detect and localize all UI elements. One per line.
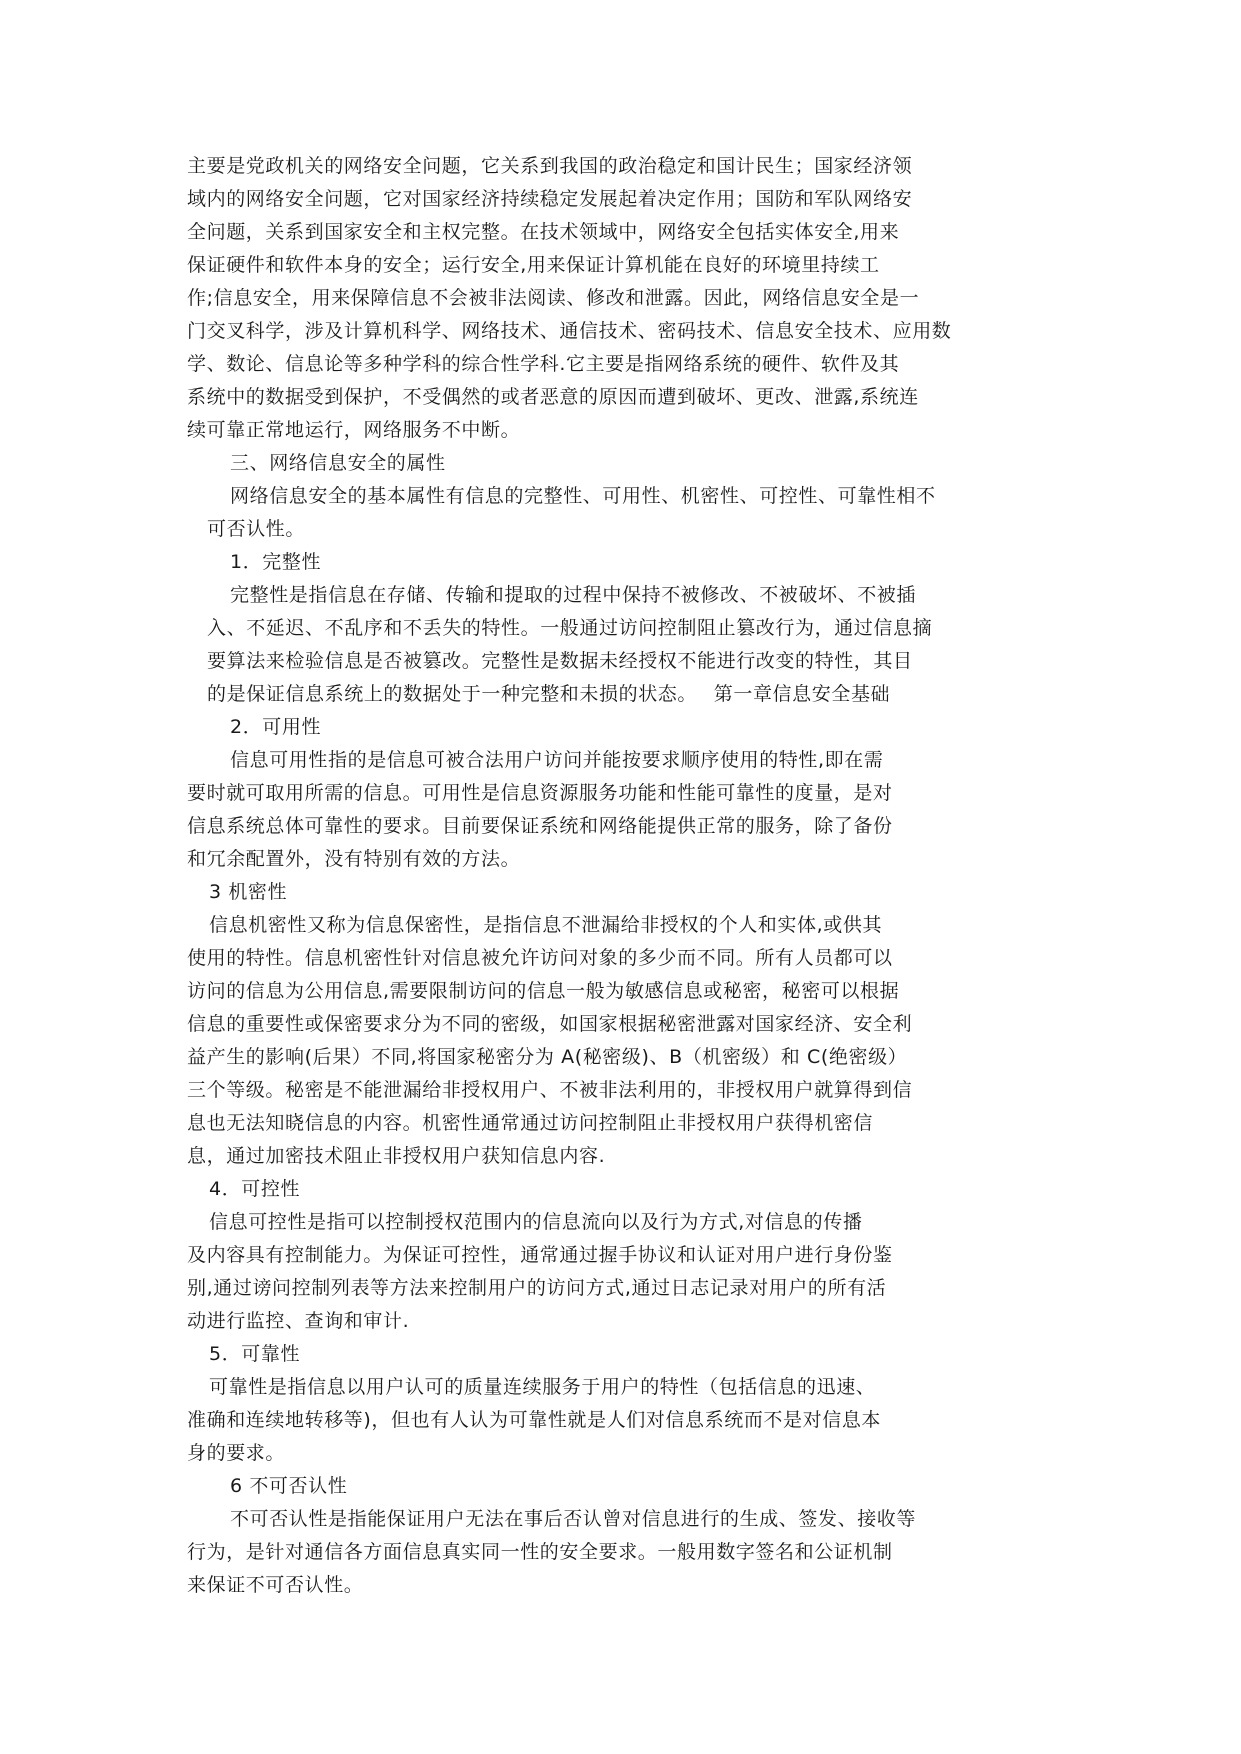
text-line: 身的要求。 xyxy=(187,1442,286,1464)
section-heading: 三、网络信息安全的属性 xyxy=(230,452,446,474)
text-line: 信息可用性指的是信息可被合法用户访问并能按要求顺序使用的特性,即在需 xyxy=(230,749,884,771)
text-line: 的是保证信息系统上的数据处于一种完整和未损的状态。 第一章信息安全基础 xyxy=(207,683,891,705)
text-line: 息也无法知晓信息的内容。机密性通常通过访问控制阻止非授权用户获得机密信 xyxy=(187,1112,874,1134)
text-line: 全问题，关系到国家安全和主权完整。在技术领域中，网络安全包括实体安全,用来 xyxy=(187,221,900,243)
text-line: 来保证不可否认性。 xyxy=(187,1574,364,1596)
text-line: 要时就可取用所需的信息。可用性是信息资源服务功能和性能可靠性的度量，是对 xyxy=(187,782,893,804)
text-line: 系统中的数据受到保护，不受偶然的或者恶意的原因而遭到破坏、更改、泄露,系统连 xyxy=(187,386,919,408)
text-line: 域内的网络安全问题，它对国家经济持续稳定发展起着决定作用；国防和军队网络安 xyxy=(187,188,913,210)
text-line: 动进行监控、查询和审计. xyxy=(187,1310,410,1332)
text-line: 信息机密性又称为信息保密性，是指信息不泄漏给非授权的个人和实体,或供其 xyxy=(209,914,883,936)
text-line: 可靠性是指信息以用户认可的质量连续服务于用户的特性（包括信息的迅速、 xyxy=(209,1376,876,1398)
subsection-heading: 2．可用性 xyxy=(230,716,322,738)
subsection-heading: 1．完整性 xyxy=(230,551,322,573)
text-line: 及内容具有控制能力。为保证可控性，通常通过握手协议和认证对用户进行身份鉴 xyxy=(187,1244,893,1266)
text-line: 息，通过加密技术阻止非授权用户获知信息内容. xyxy=(187,1145,606,1167)
subsection-heading: 6 不可否认性 xyxy=(230,1475,348,1497)
text-line: 学、数论、信息论等多种学科的综合性学科.它主要是指网络系统的硬件、软件及其 xyxy=(187,353,900,375)
text-line: 完整性是指信息在存储、传输和提取的过程中保持不被修改、不被破坏、不被插 xyxy=(230,584,917,606)
text-line: 要算法来检验信息是否被篡改。完整性是数据未经授权不能进行改变的特性，其目 xyxy=(207,650,913,672)
text-line: 作;信息安全，用来保障信息不会被非法阅读、修改和泄露。因此，网络信息安全是一 xyxy=(187,287,920,309)
text-line: 使用的特性。信息机密性针对信息被允许访问对象的多少而不同。所有人员都可以 xyxy=(187,947,893,969)
text-line: 益产生的影响(后果）不同,将国家秘密分为 A(秘密级)、B（机密级）和 C(绝密级） xyxy=(187,1046,908,1068)
text-line: 行为，是针对通信各方面信息真实同一性的安全要求。一般用数字签名和公证机制 xyxy=(187,1541,893,1563)
text-line: 网络信息安全的基本属性有信息的完整性、可用性、机密性、可控性、可靠性相不 xyxy=(230,485,936,507)
text-line: 三个等级。秘密是不能泄漏给非授权用户、不被非法利用的，非授权用户就算得到信 xyxy=(187,1079,913,1101)
subsection-heading: 5．可靠性 xyxy=(209,1343,301,1365)
text-line: 访问的信息为公用信息,需要限制访问的信息一般为敏感信息或秘密，秘密可以根据 xyxy=(187,980,900,1002)
subsection-heading: 4．可控性 xyxy=(209,1178,301,1200)
text-line: 续可靠正常地运行，网络服务不中断。 xyxy=(187,419,521,441)
text-line: 信息的重要性或保密要求分为不同的密级，如国家根据秘密泄露对国家经济、安全利 xyxy=(187,1013,913,1035)
text-line: 主要是党政机关的网络安全问题，它关系到我国的政治稳定和国计民生；国家经济领 xyxy=(187,155,913,177)
text-line: 信息系统总体可靠性的要求。目前要保证系统和网络能提供正常的服务，除了备份 xyxy=(187,815,893,837)
text-line: 不可否认性是指能保证用户无法在事后否认曾对信息进行的生成、签发、接收等 xyxy=(230,1508,917,1530)
text-line: 可否认性。 xyxy=(207,518,306,540)
text-line: 信息可控性是指可以控制授权范围内的信息流向以及行为方式,对信息的传播 xyxy=(209,1211,863,1233)
subsection-heading: 3 机密性 xyxy=(209,881,288,903)
text-line: 和冗余配置外，没有特别有效的方法。 xyxy=(187,848,521,870)
text-line: 保证硬件和软件本身的安全；运行安全,用来保证计算机能在良好的环境里持续工 xyxy=(187,254,880,276)
text-line: 门交叉科学，涉及计算机科学、网络技术、通信技术、密码技术、信息安全技术、应用数 xyxy=(187,320,952,342)
text-line: 别,通过谤问控制列表等方法来控制用户的访问方式,通过日志记录对用户的所有活 xyxy=(187,1277,887,1299)
text-line: 入、不延迟、不乱序和不丢失的特性。一般通过访问控制阻止篡改行为，通过信息摘 xyxy=(207,617,933,639)
text-line: 准确和连续地转移等)，但也有人认为可靠性就是人们对信息系统而不是对信息本 xyxy=(187,1409,882,1431)
